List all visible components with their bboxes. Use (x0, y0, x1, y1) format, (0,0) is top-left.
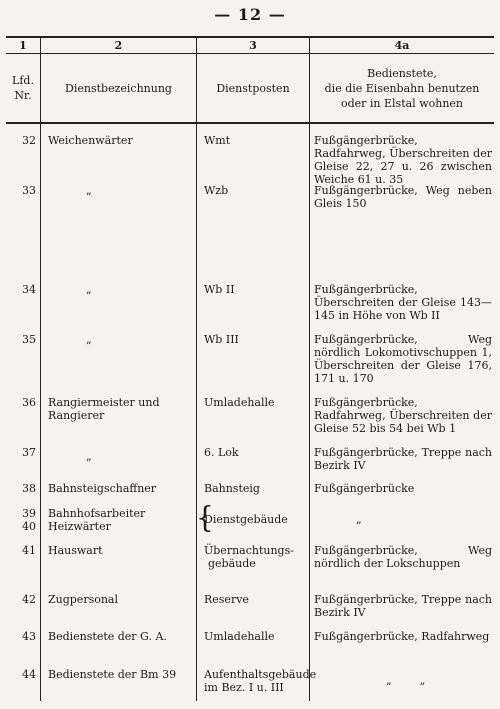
ditto-mark: „ (86, 184, 92, 197)
row-number: 37 (22, 446, 36, 459)
brace-bracket: { (196, 500, 214, 535)
route-description: Fußgängerbrücke, Treppe nach Bezirk IV (314, 446, 492, 472)
route-description: Fußgängerbrücke, Weg nördlich Lokomotivschuppen 1, Überschreiten der Gleise 176, 171 u. 170 (314, 333, 492, 385)
route-description: Fußgängerbrücke (314, 482, 415, 495)
header-line: die die Eisenbahn benutzen (324, 81, 480, 95)
ditto-mark: „ (86, 333, 92, 346)
dienstposten: Reserve (204, 593, 249, 606)
header-line: Bedienstete, (367, 66, 437, 80)
dienstposten: Wmt (204, 134, 231, 147)
dienstposten: 6. Lok (204, 446, 239, 459)
column-divider (309, 36, 310, 701)
page-number: — 12 — (214, 5, 286, 24)
dienstposten: Umladehalle (204, 396, 275, 409)
header-line: oder in Elstal wohnen (340, 96, 463, 110)
header-dienstposten (197, 54, 309, 122)
route-description: Fußgängerbrücke, Überschreiten der Gleise 143—145 in Höhe von Wb II (314, 283, 492, 322)
header-line: Dienstposten (216, 81, 290, 95)
dienstbezeichnung: Hauswart (48, 544, 103, 557)
dienstposten: Wzb (204, 184, 229, 197)
route-description: Fußgängerbrücke, Radfahrweg, Überschreiten der Gleise 22, 27 u. 26 zwischen Weiche 61 u. 35 (314, 134, 492, 186)
header-line: Lfd. (12, 74, 34, 87)
route-description: Fußgängerbrücke, Weg nördlich der Lokschuppen (314, 544, 492, 570)
header-line: Nr. (14, 89, 32, 102)
ditto-mark: „ (356, 513, 362, 526)
header-line: Dienstbezeichnung (65, 81, 172, 95)
dienstbezeichnung: Bahnhofsarbeiter (48, 507, 146, 520)
dienstposten: Wb III (204, 333, 239, 346)
row-number: 36 (22, 396, 36, 409)
dienstposten: Wb II (204, 283, 235, 296)
column-divider (196, 36, 197, 701)
header-lfd-nr (6, 54, 40, 122)
posten-line: gebäude (208, 557, 256, 570)
row-number: 38 (22, 482, 36, 495)
column-number: 4a (394, 38, 410, 52)
dienstposten: Umladehalle (204, 630, 275, 643)
column-number: 1 (19, 38, 27, 52)
row-number: 35 (22, 333, 36, 346)
dienstbezeichnung: Bedienstete der Bm 39 (48, 668, 177, 681)
dienstbezeichnung: Weichenwärter (48, 134, 133, 147)
dienstbezeichnung: Bedienstete der G. A. (48, 630, 167, 643)
header-rule (6, 122, 494, 124)
dienstposten (204, 668, 317, 694)
dienstbezeichnung: Bahnsteigschaffner (48, 482, 157, 495)
header-bedienstete (310, 54, 494, 122)
row-number: 32 (22, 134, 36, 147)
row-number: 40 (22, 520, 36, 533)
row-number: 34 (22, 283, 36, 296)
dienstposten (204, 544, 308, 570)
row-number: 33 (22, 184, 36, 197)
column-number: 2 (114, 38, 123, 52)
route-description: Fußgängerbrücke, Weg neben Gleis 150 (314, 184, 492, 210)
dienstbezeichnung: Rangiermeister und Rangierer (48, 396, 160, 422)
dienstposten: Bahnsteig (204, 482, 260, 495)
posten-line: im Bez. I u. III (204, 681, 284, 694)
route-description: Fußgängerbrücke, Radfahrweg, Überschreiten der Gleise 52 bis 54 bei Wb 1 (314, 396, 492, 435)
dienstposten: Dienstgebäude (204, 513, 288, 526)
route-description: Fußgängerbrücke, Radfahrweg (314, 630, 490, 643)
ditto-mark: „ „ (386, 674, 426, 687)
column-divider (40, 36, 41, 701)
row-number: 41 (22, 544, 36, 557)
header-dienstbezeichnung (41, 54, 196, 122)
column-number: 3 (249, 38, 257, 52)
row-number: 43 (22, 630, 36, 643)
ditto-mark: „ (86, 450, 92, 463)
row-number: 39 (22, 507, 36, 520)
dienstbezeichnung: Heizwärter (48, 520, 111, 533)
row-number: 44 (22, 668, 36, 681)
dienstbezeichnung: Zugpersonal (48, 593, 119, 606)
posten-line: Aufenthaltsgebäude (204, 668, 317, 681)
service-table (6, 36, 494, 701)
route-description: Fußgängerbrücke, Treppe nach Bezirk IV (314, 593, 492, 619)
ditto-mark: „ (86, 283, 92, 296)
row-number: 42 (22, 593, 36, 606)
posten-line: Übernachtungs- (204, 544, 294, 557)
